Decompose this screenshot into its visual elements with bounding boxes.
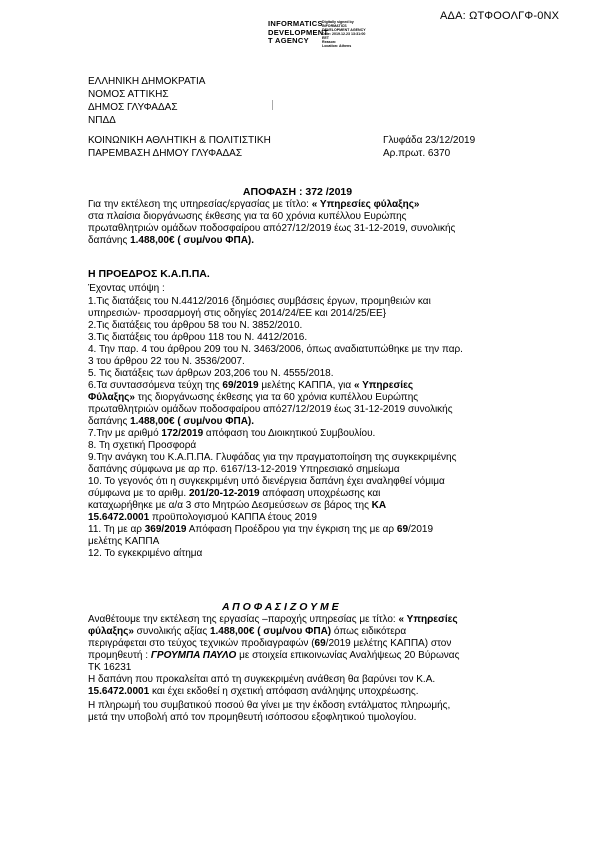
- header-prefecture: ΝΟΜΟΣ ΑΤΤΙΚΗΣ: [88, 89, 169, 100]
- list-item: καταχωρήθηκε με α/α 3 στο Μητρώο Δεσμεύσεων σε βάρος της ΚΑ: [88, 500, 387, 511]
- list-item: σύμφωνα με το αριθμ. 201/20-12-2019 απόφαση υποχρέωσης και: [88, 488, 381, 499]
- list-item: μελέτης ΚΑΠΠΑ: [88, 536, 160, 547]
- header-country: ΕΛΛΗΝΙΚΗ ΔΗΜΟΚΡΑΤΙΑ: [88, 76, 206, 87]
- list-item: 12. Το εγκεκριμένο αίτημα: [88, 548, 203, 559]
- list-item: 7.Την με αριθμό 172/2019 απόφαση του Διοικητικού Συμβουλίου.: [88, 428, 376, 439]
- list-item: 3 του άρθρου 22 του Ν. 3536/2007.: [88, 356, 245, 367]
- document-date: Γλυφάδα 23/12/2019: [383, 135, 476, 146]
- header-municipality: ΔΗΜΟΣ ΓΛΥΦΑΔΑΣ: [88, 102, 178, 113]
- list-item: δαπάνης 1.488,00€ ( συμ/νου ΦΠΑ).: [88, 416, 255, 427]
- divider: [272, 100, 273, 110]
- considering-label: Έχοντας υπόψη :: [88, 283, 165, 294]
- decide-heading: Α Π Ο Φ Α Σ Ι Ζ Ο Υ Μ Ε: [222, 601, 339, 613]
- list-item: 3.Τις διατάξεις του άρθρου 118 του Ν. 4412/2016.: [88, 332, 308, 343]
- decision-paragraph: Αναθέτουμε την εκτέλεση της εργασίας –παροχής υπηρεσίας με τίτλο: « Υπηρεσίες φύλαξης» συνολικής αξίας 1.488,00€ ( συμ/νου ΦΠΑ) όπως ειδικότερα περιγράφεται στο τεύχος τεχνικών προδιαγραφών (69/2019 μελέτης ΚΑΠΠΑ) στον προμηθευτή : ΓΡΟΥΜΠΑ ΠΑΥΛΟ με στοιχεία επικοινωνίας Αναλήψεως 20 Βύρωνας ΤΚ 16231 Η δαπάνη που προκαλείται από τη συγκεκριμένη ανάθεση θα βαρύνει τον Κ.Α. 15.6472.0001 και έχει εκδοθεί η σχετική απόφαση ανάληψης υποχρέωσης. Η πληρωμή του συμβατικού ποσού θα γίνει με την έκδοση εντάλματος πληρωμής, μετά την υποβολή από τον προμηθευτή ισόποσου εξοφλητικού τιμολογίου.: [88, 614, 460, 723]
- list-item: 11. Τη με αρ 369/2019 Απόφαση Προέδρου για την έγκριση της με αρ 69/2019: [88, 524, 434, 535]
- header-organization-2: ΠΑΡΕΜΒΑΣΗ ΔΗΜΟΥ ΓΛΥΦΑΔΑΣ: [88, 148, 243, 159]
- signature-details: Digitally signed by INFORMATICS DEVELOPMENT AGENCY Date: 2019.12.23 13:31:00 EET Reason: Location: Athens: [322, 20, 366, 48]
- list-item: 1.Τις διατάξεις του Ν.4412/2016 {δημόσιες συμβάσεις έργων, προμηθειών και: [88, 296, 431, 307]
- list-item: υπηρεσιών- προσαρμογή στις οδηγίες 2014/24/ΕΕ και 2014/25/ΕΕ}: [88, 308, 387, 319]
- list-item: 15.6472.0001 προϋπολογισμού ΚΑΠΠΑ έτους 2019: [88, 512, 317, 523]
- ada-code: ΑΔΑ: ΩΤΦΟΟΛΓΦ-0ΝΧ: [440, 10, 560, 22]
- header-organization: ΚΟΙΝΩΝΙΚΗ ΑΘΛΗΤΙΚΗ & ΠΟΛΙΤΙΣΤΙΚΗ: [88, 135, 271, 146]
- digital-signature-logo: [268, 20, 388, 60]
- contractor-name: ΓΡΟΥΜΠΑ ΠΑΥΛΟ: [150, 650, 237, 661]
- considerations-list: [88, 296, 508, 560]
- list-item: 9.Την ανάγκη του Κ.Α.Π.ΠΑ. Γλυφάδας για την πραγματοποίηση της συγκεκριμένης: [88, 452, 457, 463]
- list-item: Φύλαξης» της διοργάνωσης έκθεσης για τα 60 χρόνια κυπέλλου Ευρώπης: [88, 392, 419, 403]
- list-item: 8. Τη σχετική Προσφορά: [88, 440, 197, 451]
- list-item: 4. Την παρ. 4 του άρθρου 209 του Ν. 3463/2006, όπως αναδιατυπώθηκε με την παρ.: [88, 344, 463, 355]
- header-entity-type: ΝΠΔΔ: [88, 115, 116, 126]
- decision-title: ΑΠΟΦΑΣΗ : 372 /2019: [242, 186, 353, 198]
- protocol-number: Αρ.πρωτ. 6370: [383, 148, 451, 159]
- list-item: 2.Τις διατάξεις του άρθρου 58 του Ν. 3852/2010.: [88, 320, 303, 331]
- list-item: πρωταθλητριών ομάδων ποδοσφαίρου από27/12/2019 έως 31-12-2019 συνολικής: [88, 404, 453, 415]
- list-item: 6.Τα συντασσόμενα τεύχη της 69/2019 μελέτης ΚΑΠΠΑ, για « Υπηρεσίες: [88, 380, 414, 391]
- list-item: 5. Τις διατάξεις των άρθρων 203,206 του Ν. 4555/2018.: [88, 368, 334, 379]
- signature-agency-name: INFORMATICS DEVELOPMENT T AGENCY: [268, 19, 329, 45]
- intro-paragraph: Για την εκτέλεση της υπηρεσίας/εργασίας με τίτλο: « Υπηρεσίες φύλαξης» στα πλαίσια διοργάνωσης έκθεσης για τα 60 χρόνια κυπέλλου Ευρώπης πρωταθλητριών ομάδων ποδοσφαίρου από27/12/2019 έως 31-12-2019, συνολικής δαπάνης 1.488,00€ ( συμ/νου ΦΠΑ).: [88, 199, 456, 246]
- list-item: 10. Το γεγονός ότι η συγκεκριμένη υπό διενέργεια δαπάνη έχει αναληφθεί νόμιμα: [88, 476, 445, 487]
- list-item: δαπάνης σύμφωνα με αρ πρ. 6167/13-12-2019 Υπηρεσιακό σημείωμα: [88, 464, 400, 475]
- president-heading: Η ΠΡΟΕΔΡΟΣ Κ.Α.Π.ΠΑ.: [88, 268, 210, 280]
